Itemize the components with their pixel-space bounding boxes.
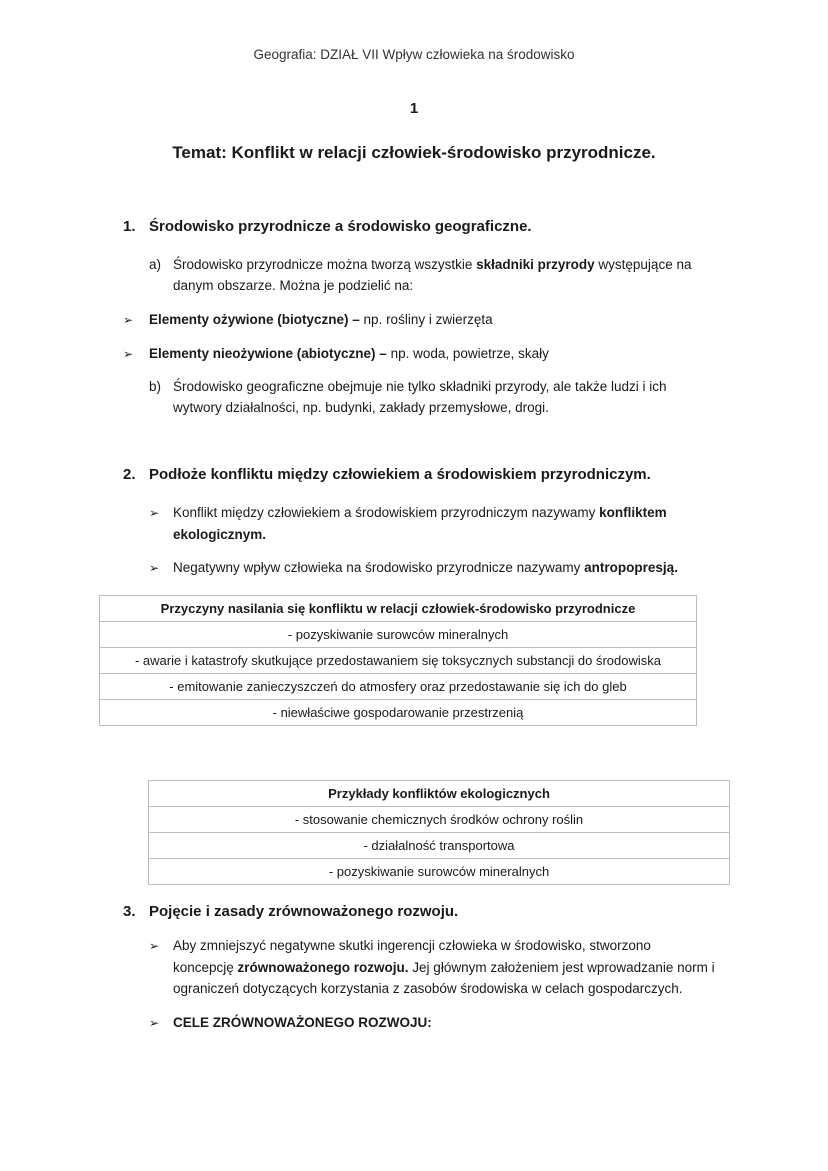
- bullet-arrow-icon: ➢: [149, 1016, 160, 1030]
- section-2-heading: 2. Podłoże konfliktu między człowiekiem a środowiskiem przyrodniczym.: [123, 466, 651, 483]
- bullet-arrow-icon: ➢: [149, 939, 160, 953]
- section-1-heading: 1. Środowisko przyrodnicze a środowisko geograficzne.: [123, 218, 532, 235]
- examples-table: [148, 780, 730, 885]
- bullet-arrow-icon: ➢: [123, 347, 134, 361]
- table-row: - emitowanie zanieczyszczeń do atmosfery oraz przedostawanie się ich do gleb: [100, 674, 697, 700]
- list-item-goals: ➢ CELE ZRÓWNOWAŻONEGO ROZWOJU:: [149, 1012, 432, 1034]
- list-item-ecological-conflict: ➢ Konflikt między człowiekiem a środowiskiem przyrodniczym nazywamy konfliktem ekologicznym.: [149, 505, 667, 542]
- list-item-abiotic: ➢ Elementy nieożywione (abiotyczne) – np. woda, powietrze, skały: [123, 343, 549, 365]
- document-header: Geografia: DZIAŁ VII Wpływ człowieka na środowisko: [253, 47, 575, 62]
- list-item-anthropopressure: ➢ Negatywny wpływ człowieka na środowisko przyrodnicze nazywamy antropopresją.: [149, 557, 678, 579]
- causes-table: [99, 595, 697, 726]
- bullet-arrow-icon: ➢: [149, 506, 160, 520]
- table-row: - awarie i katastrofy skutkujące przedostawaniem się toksycznych substancji do środowiska: [100, 648, 697, 674]
- bullet-arrow-icon: ➢: [123, 313, 134, 327]
- section-3-heading: 3. Pojęcie i zasady zrównoważonego rozwoju.: [123, 903, 459, 920]
- table-row: - pozyskiwanie surowców mineralnych: [149, 859, 730, 885]
- section-1b: b) Środowisko geograficzne obejmuje nie tylko składniki przyrody, ale także ludzi i ich wytwory działalności, np. budynki, zakłady przemysłowe, drogi.: [149, 379, 667, 415]
- table-header: Przykłady konfliktów ekologicznych: [149, 781, 730, 807]
- list-item-sustainable-development: ➢ Aby zmniejszyć negatywne skutki ingerencji człowieka w środowisko, stworzono koncepcję zrównoważonego rozwoju. Jej głównym założeniem jest wprowadzanie norm i ograniczeń dotyczących korzystania z zasobów środowiska w celach gospodarczych.: [149, 938, 715, 996]
- table-header: Przyczyny nasilania się konfliktu w relacji człowiek-środowisko przyrodnicze: [100, 596, 697, 622]
- lesson-topic: Temat: Konflikt w relacji człowiek-środowisko przyrodnicze.: [172, 143, 656, 162]
- section-1a: a) Środowisko przyrodnicze można tworzą wszystkie składniki przyrody występujące na danym obszarze. Można je podzielić na:: [149, 257, 692, 293]
- page-number: 1: [409, 100, 419, 117]
- table-row: - niewłaściwe gospodarowanie przestrzenią: [100, 700, 697, 726]
- table-row: - stosowanie chemicznych środków ochrony roślin: [149, 807, 730, 833]
- list-item-biotic: ➢ Elementy ożywione (biotyczne) – np. rośliny i zwierzęta: [123, 309, 493, 331]
- table-row: - działalność transportowa: [149, 833, 730, 859]
- bullet-arrow-icon: ➢: [149, 561, 160, 575]
- table-row: - pozyskiwanie surowców mineralnych: [100, 622, 697, 648]
